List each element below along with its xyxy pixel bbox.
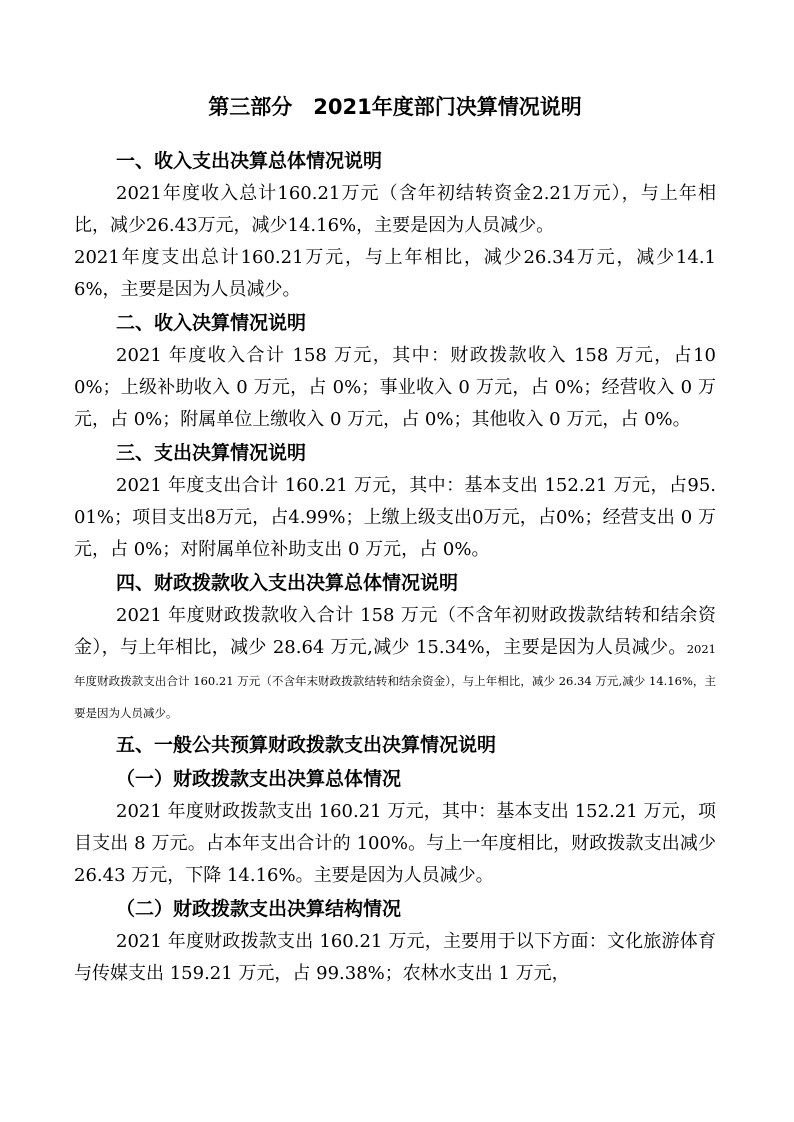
section-heading-3: 三、支出决算情况说明 bbox=[116, 442, 307, 464]
section-heading-5: 五、一般公共预算财政拨款支出决算情况说明 bbox=[116, 734, 497, 756]
section-1-paragraph-2: 2021年度支出总计160.21万元，与上年相比，减少26.34万元，减少14.16%，主要是因为人员减少。 bbox=[74, 247, 716, 300]
section-heading-2: 二、收入决算情况说明 bbox=[116, 312, 307, 334]
subsection-5-1-paragraph: 2021 年度财政拨款支出 160.21 万元，其中：基本支出 152.21 万元，项目支出 8 万元。占本年支出合计的 100%。与上一年度相比，财政拨款支出减少 26.43 万元，下降 14.16%。主要是因为人员减少。 bbox=[74, 801, 716, 886]
section-heading-1: 一、收入支出决算总体情况说明 bbox=[116, 150, 383, 172]
section-1-paragraph-1: 2021年度收入总计160.21万元（含年初结转资金2.21万元），与上年相比，减少26.43万元，减少14.16%，主要是因为人员减少。 bbox=[74, 183, 716, 236]
subsection-5-2-paragraph: 2021 年度财政拨款支出 160.21 万元，主要用于以下方面：文化旅游体育与传媒支出 159.21 万元，占 99.38%；农林水支出 1 万元， bbox=[74, 931, 716, 984]
section-4-small-text: 2021 年度财政拨款支出合计 160.21 万元（不含年末财政拨款结转和结余资金），与上年相比，减少 26.34 万元,减少 14.16%，主要是因为人员减少。 bbox=[74, 642, 716, 720]
subsection-heading-5-2: （二）财政拨款支出决算结构情况 bbox=[116, 898, 402, 920]
page-title: 第三部分 2021年度部门决算情况说明 bbox=[208, 95, 582, 119]
section-4-paragraph bbox=[74, 600, 716, 728]
section-3-paragraph: 2021 年度支出合计 160.21 万元，其中：基本支出 152.21 万元，占95.01%；项目支出8万元，占4.99%；上缴上级支出0万元，占0%；经营支出 0 万元，占 0%；对附属单位补助支出 0 万元，占 0%。 bbox=[74, 475, 716, 560]
section-heading-4: 四、财政拨款收入支出决算总体情况说明 bbox=[116, 572, 459, 594]
subsection-heading-5-1: （一）财政拨款支出决算总体情况 bbox=[116, 768, 402, 790]
section-4-main-text: 2021 年度财政拨款收入合计 158 万元（不含年初财政拨款结转和结余资金），与上年相比，减少 28.64 万元,减少 15.34%，主要是因为人员减少。 bbox=[74, 605, 716, 658]
section-2-paragraph: 2021 年度收入合计 158 万元，其中：财政拨款收入 158 万元，占100%；上级补助收入 0 万元，占 0%；事业收入 0 万元，占 0%；经营收入 0 万元，占 0%；附属单位上缴收入 0 万元，占 0%；其他收入 0 万元，占 0%。 bbox=[74, 345, 716, 430]
